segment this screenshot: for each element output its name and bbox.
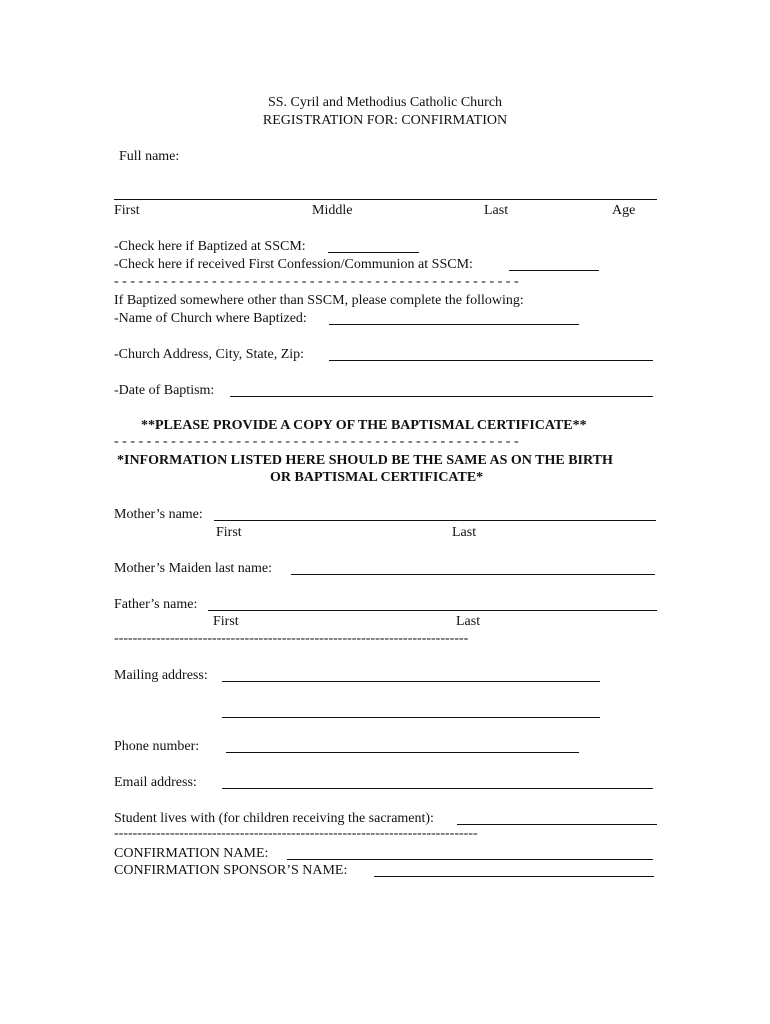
- confirmation-name-field[interactable]: [287, 859, 653, 860]
- church-name-field[interactable]: [329, 324, 579, 325]
- phone-label: Phone number:: [114, 739, 200, 754]
- confirmation-sponsor-field[interactable]: [374, 876, 654, 877]
- dashed-divider: ----------------------------------------------------------------------------: [114, 632, 469, 646]
- mother-maiden-field[interactable]: [291, 574, 655, 575]
- church-address-field[interactable]: [329, 360, 653, 361]
- full-name-label: Full name:: [119, 149, 180, 164]
- info-notice-line1: *INFORMATION LISTED HERE SHOULD BE THE SAME AS ON THE BIRTH: [117, 453, 613, 468]
- phone-field[interactable]: [226, 752, 579, 753]
- middle-label: Middle: [312, 203, 353, 218]
- father-name-label: Father’s name:: [114, 597, 198, 612]
- church-address-label: -Church Address, City, State, Zip:: [114, 347, 305, 362]
- church-name-label: -Name of Church where Baptized:: [114, 311, 307, 326]
- mother-name-field[interactable]: [214, 520, 656, 521]
- baptism-date-label: -Date of Baptism:: [114, 383, 215, 398]
- certificate-notice: **PLEASE PROVIDE A COPY OF THE BAPTISMAL CERTIFICATE**: [141, 418, 587, 433]
- baptized-sscm-field[interactable]: [328, 252, 419, 253]
- email-label: Email address:: [114, 775, 197, 790]
- father-name-field[interactable]: [208, 610, 657, 611]
- age-label: Age: [612, 203, 636, 218]
- dashed-divider: ------------------------------------------------------------------------------: [114, 827, 478, 841]
- father-first-label: First: [213, 614, 239, 629]
- baptism-intro: If Baptized somewhere other than SSCM, please complete the following:: [114, 293, 524, 308]
- baptism-date-field[interactable]: [230, 396, 653, 397]
- first-label: First: [114, 203, 140, 218]
- mailing-address-label: Mailing address:: [114, 668, 208, 683]
- student-lives-label: Student lives with (for children receiving the sacrament):: [114, 811, 434, 826]
- form-title: REGISTRATION FOR: CONFIRMATION: [262, 113, 508, 128]
- last-label: Last: [484, 203, 509, 218]
- confirmation-name-label: CONFIRMATION NAME:: [114, 846, 269, 861]
- first-confession-label: -Check here if received First Confession/Communion at SSCM:: [114, 257, 473, 272]
- baptized-sscm-label: -Check here if Baptized at SSCM:: [114, 239, 306, 254]
- student-lives-field[interactable]: [457, 824, 657, 825]
- confirmation-sponsor-label: CONFIRMATION SPONSOR’S NAME:: [114, 863, 348, 878]
- dashed-divider: - - - - - - - - - - - - - - - - - - - - - - - - - - - - - - - - - - - - - - - - - - - - - - - - - -: [114, 275, 519, 289]
- mother-name-label: Mother’s name:: [114, 507, 203, 522]
- dashed-divider: - - - - - - - - - - - - - - - - - - - - - - - - - - - - - - - - - - - - - - - - - - - - - - - - - -: [114, 435, 519, 449]
- mailing-address-field-2[interactable]: [222, 717, 600, 718]
- first-confession-field[interactable]: [509, 270, 599, 271]
- mother-maiden-label: Mother’s Maiden last name:: [114, 561, 272, 576]
- info-notice-line2: OR BAPTISMAL CERTIFICATE*: [270, 470, 484, 485]
- email-field[interactable]: [222, 788, 653, 789]
- mother-last-label: Last: [452, 525, 477, 540]
- full-name-field[interactable]: [114, 199, 657, 200]
- mailing-address-field[interactable]: [222, 681, 600, 682]
- father-last-label: Last: [456, 614, 481, 629]
- church-name: SS. Cyril and Methodius Catholic Church: [267, 95, 503, 110]
- mother-first-label: First: [216, 525, 242, 540]
